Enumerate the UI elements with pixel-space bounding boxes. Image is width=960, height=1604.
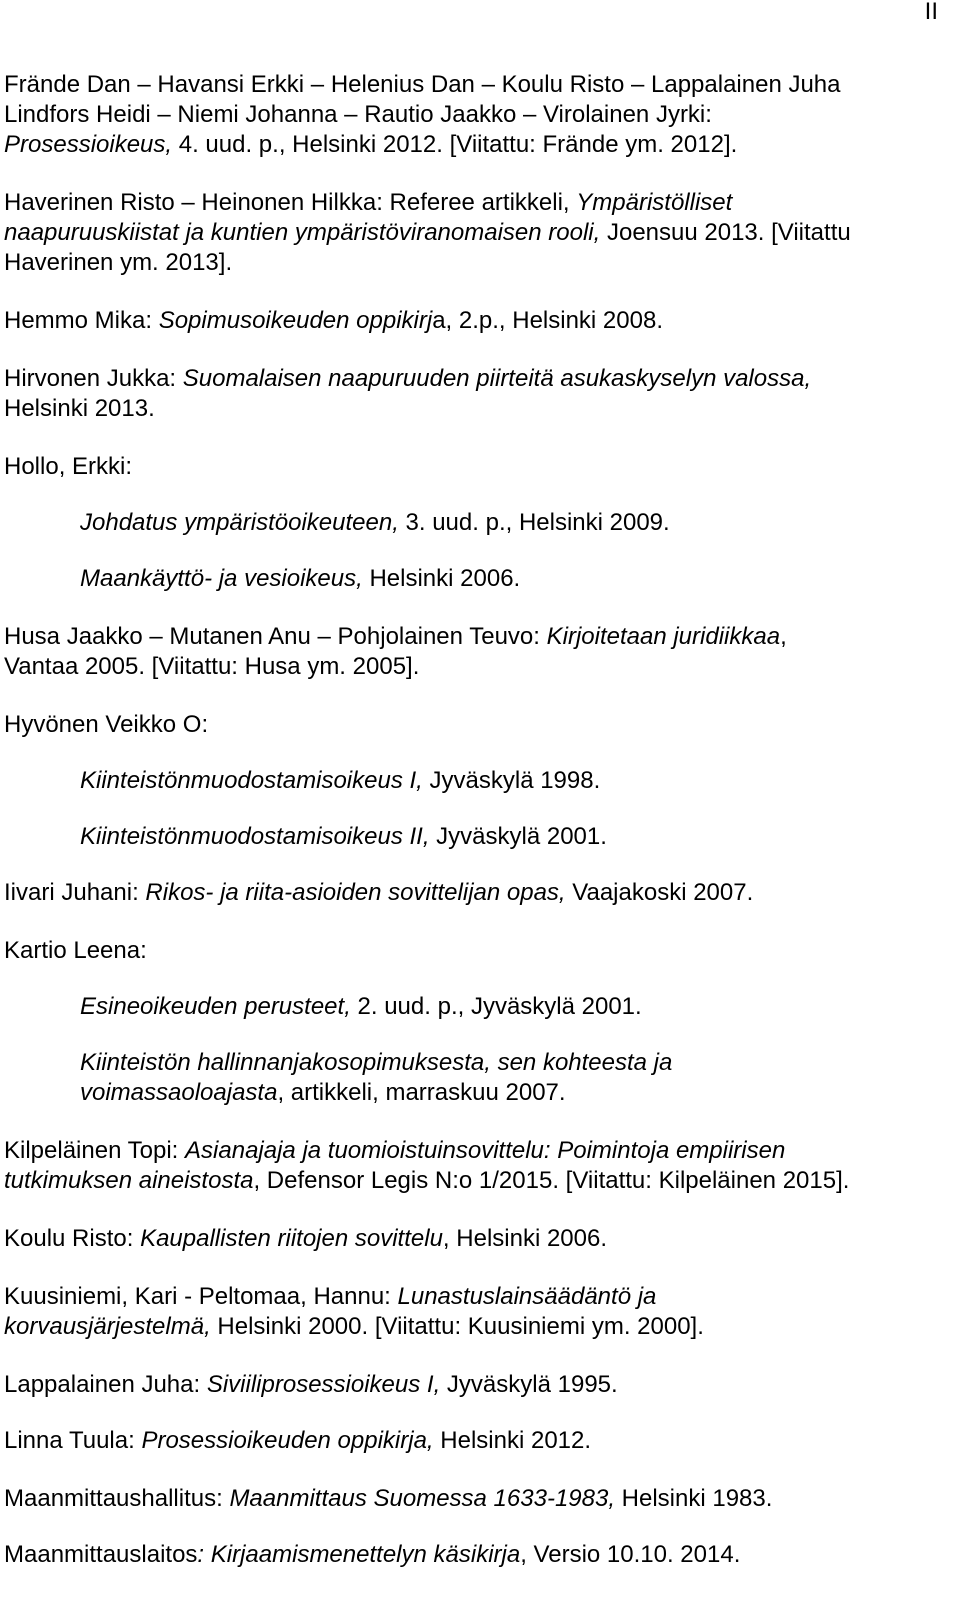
book-title: Kirjoitetaan juridiikkaa [546,623,781,650]
book-title: Kiinteistön hallinnanjakosopimuksesta, sen kohteesta ja [80,1049,673,1076]
entry-hyvonen-work-1: Kiinteistönmuodostamisoikeus I, Jyväskylä 1998. [80,767,601,794]
entry-haverinen-line-3: Haverinen ym. 2013]. [4,249,233,276]
book-title: Kaupallisten riitojen sovittelu [140,1225,443,1252]
entry-maanmittauslaitos: Maanmittauslaitos: Kirjaamismenettelyn käsikirja, Versio 10.10. 2014. [4,1541,741,1568]
entry-haverinen-line-2: naapuruuskiistat ja kuntien ympäristöviranomaisen rooli, Joensuu 2013. [Viitattu [4,219,851,246]
book-title: Kiinteistönmuodostamisoikeus II, [80,823,430,850]
book-title: voimassaoloajasta [80,1079,278,1106]
entry-hollo-work-2: Maankäyttö- ja vesioikeus, Helsinki 2006. [80,565,521,592]
book-title: Kiinteistönmuodostamisoikeus I, [80,767,423,794]
book-title: Asianajaja ja tuomioistuinsovittelu: Poimintoja empiirisen [185,1137,786,1164]
entry-frande-line-3: Prosessioikeus, 4. uud. p., Helsinki 2012. [Viitattu: Frände ym. 2012]. [4,131,738,158]
entry-husa-line-2: Vantaa 2005. [Viitattu: Husa ym. 2005]. [4,653,420,680]
book-title: Maanmittaus Suomessa 1633-1983, [229,1485,615,1512]
book-title: Ympäristölliset [576,189,733,216]
entry-hyvonen-author: Hyvönen Veikko O: [4,711,209,738]
book-title: Lunastuslainsäädäntö ja [397,1283,657,1310]
book-title: Maankäyttö- ja vesioikeus, [80,565,363,592]
entry-kuusiniemi-line-1: Kuusiniemi, Kari - Peltomaa, Hannu: Lunastuslainsäädäntö ja [4,1283,657,1310]
entry-hirvonen-line-1: Hirvonen Jukka: Suomalaisen naapuruuden piirteitä asukaskyselyn valossa, [4,365,812,392]
book-title: Johdatus ympäristöoikeuteen, [80,509,399,536]
book-title: naapuruuskiistat ja kuntien ympäristöviranomaisen rooli, [4,219,601,246]
entry-frande-line-2: Lindfors Heidi – Niemi Johanna – Rautio Jaakko – Virolainen Jyrki: [4,101,712,128]
entry-hemmo: Hemmo Mika: Sopimusoikeuden oppikirja, 2.p., Helsinki 2008. [4,307,663,334]
entry-hollo-work-1: Johdatus ympäristöoikeuteen, 3. uud. p., Helsinki 2009. [80,509,670,536]
entry-hyvonen-work-2: Kiinteistönmuodostamisoikeus II, Jyväskylä 2001. [80,823,607,850]
entry-kuusiniemi-line-2: korvausjärjestelmä, Helsinki 2000. [Viitattu: Kuusiniemi ym. 2000]. [4,1313,704,1340]
entry-kartio-work-2-line-2: voimassaoloajasta, artikkeli, marraskuu 2007. [80,1079,566,1106]
entry-kartio-author: Kartio Leena: [4,937,147,964]
book-title: Rikos- ja riita-asioiden sovittelijan opas, [145,879,566,906]
entry-kilpelainen-line-1: Kilpeläinen Topi: Asianajaja ja tuomioistuinsovittelu: Poimintoja empiirisen [4,1137,786,1164]
book-title: Suomalaisen naapuruuden piirteitä asukaskyselyn valossa, [182,365,812,392]
entry-haverinen-line-1: Haverinen Risto – Heinonen Hilkka: Referee artikkeli, Ympäristölliset [4,189,733,216]
book-title: Sopimusoikeuden oppikirj [158,307,433,334]
entry-hollo-author: Hollo, Erkki: [4,453,133,480]
entry-lappalainen: Lappalainen Juha: Siviiliprosessioikeus I, Jyväskylä 1995. [4,1371,618,1398]
book-title: Siviiliprosessioikeus I, [206,1371,441,1398]
entry-kartio-work-1: Esineoikeuden perusteet, 2. uud. p., Jyväskylä 2001. [80,993,642,1020]
entry-kartio-work-2-line-1 [80,1048,960,1077]
page-number: II [924,0,938,25]
entry-koulu: Koulu Risto: Kaupallisten riitojen sovittelu, Helsinki 2006. [4,1225,608,1252]
book-title: : Kirjaamismenettelyn käsikirja [197,1541,521,1568]
entry-maanmittaushallitus: Maanmittaushallitus: Maanmittaus Suomessa 1633-1983, Helsinki 1983. [4,1485,773,1512]
entry-hirvonen-line-2: Helsinki 2013. [4,395,155,422]
entry-iivari: Iivari Juhani: Rikos- ja riita-asioiden sovittelijan opas, Vaajakoski 2007. [4,879,754,906]
entry-husa-line-1: Husa Jaakko – Mutanen Anu – Pohjolainen Teuvo: Kirjoitetaan juridiikkaa, [4,623,787,650]
book-title: korvausjärjestelmä, [4,1313,211,1340]
book-title: Prosessioikeuden oppikirja, [141,1427,434,1454]
entry-kilpelainen-line-2: tutkimuksen aineistosta, Defensor Legis N:o 1/2015. [Viitattu: Kilpeläinen 2015]. [4,1167,850,1194]
entry-linna: Linna Tuula: Prosessioikeuden oppikirja, Helsinki 2012. [4,1427,592,1454]
book-title: tutkimuksen aineistosta [4,1167,254,1194]
book-title: Esineoikeuden perusteet, [80,993,351,1020]
entry-frande-line-1: Frände Dan – Havansi Erkki – Helenius Dan – Koulu Risto – Lappalainen Juha [4,71,841,98]
book-title: Prosessioikeus, [4,131,173,158]
